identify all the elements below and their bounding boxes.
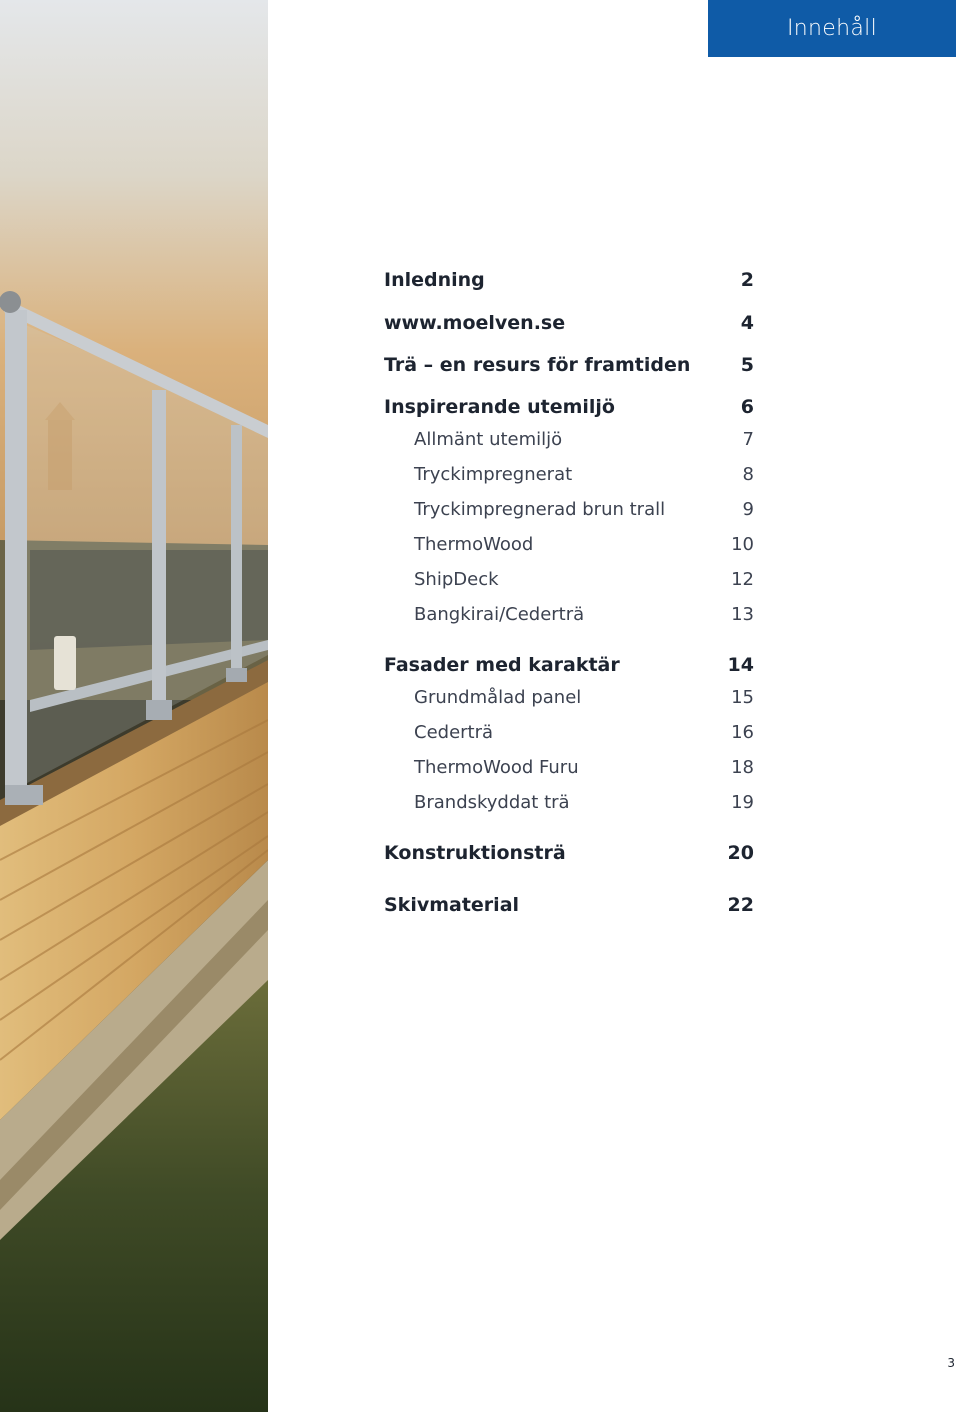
toc-subentry-title: ThermoWood Furu — [414, 757, 579, 778]
toc-entry-page: 6 — [740, 396, 754, 418]
toc-subentry-page: 9 — [742, 499, 754, 520]
toc-entry-page: 4 — [740, 312, 754, 334]
toc-entry-page: 14 — [727, 654, 754, 676]
toc-subentry[interactable] — [384, 597, 754, 632]
toc-subentry-title: Tryckimpregnerad brun trall — [414, 499, 666, 520]
toc-subentry-title: ShipDeck — [414, 569, 499, 590]
toc-subentry-title: ThermoWood — [414, 534, 534, 555]
toc-subentry-page: 10 — [731, 534, 754, 555]
section-header-tab — [708, 0, 956, 57]
table-of-contents — [384, 265, 754, 920]
toc-subentry[interactable] — [384, 562, 754, 597]
toc-subentry[interactable] — [384, 785, 754, 820]
toc-entry-page: 5 — [740, 354, 754, 376]
toc-entry-title: www.moelven.se — [384, 312, 566, 334]
toc-subentry[interactable] — [384, 422, 754, 457]
toc-subentry-page: 16 — [731, 722, 754, 743]
toc-subentry-page: 13 — [731, 604, 754, 625]
toc-subentry-title: Bangkirai/Cederträ — [414, 604, 585, 625]
toc-subentry-page: 7 — [742, 429, 754, 450]
toc-subentry[interactable] — [384, 492, 754, 527]
section-title: Innehåll — [787, 16, 877, 41]
toc-entry[interactable] — [384, 838, 754, 868]
toc-entry[interactable] — [384, 308, 754, 338]
toc-entry-title: Konstruktionsträ — [384, 842, 566, 864]
toc-subentry-page: 18 — [731, 757, 754, 778]
toc-entry-title: Inspirerande utemiljö — [384, 396, 615, 418]
toc-subentry-page: 15 — [731, 687, 754, 708]
toc-entry[interactable] — [384, 265, 754, 295]
deck-photo-illustration — [0, 0, 268, 1412]
toc-subentry-page: 8 — [742, 464, 754, 485]
toc-subentry[interactable] — [384, 715, 754, 750]
toc-subentry-title: Grundmålad panel — [414, 687, 582, 708]
toc-entry-title: Trä – en resurs för framtiden — [384, 354, 691, 376]
cover-photo — [0, 0, 268, 1412]
toc-entry-title: Inledning — [384, 269, 485, 291]
toc-subentry-title: Brandskyddat trä — [414, 792, 570, 813]
toc-entry-page: 20 — [727, 842, 754, 864]
toc-subentry-page: 12 — [731, 569, 754, 590]
toc-entry[interactable] — [384, 350, 754, 380]
toc-subentry[interactable] — [384, 527, 754, 562]
toc-entry[interactable] — [384, 650, 754, 680]
toc-entry-page: 2 — [740, 269, 754, 291]
toc-entry-title: Skivmaterial — [384, 894, 520, 916]
toc-subentry[interactable] — [384, 457, 754, 492]
toc-subentry-title: Cederträ — [414, 722, 494, 743]
toc-entry-page: 22 — [727, 894, 754, 916]
toc-entry-title: Fasader med karaktär — [384, 654, 620, 676]
toc-subentry-title: Tryckimpregnerat — [414, 464, 573, 485]
page-number: 3 — [947, 1356, 955, 1370]
toc-subentry[interactable] — [384, 680, 754, 715]
toc-entry[interactable] — [384, 890, 754, 920]
toc-subentry[interactable] — [384, 750, 754, 785]
toc-entry[interactable] — [384, 392, 754, 422]
toc-subentry-page: 19 — [731, 792, 754, 813]
toc-subentry-title: Allmänt utemiljö — [414, 429, 563, 450]
